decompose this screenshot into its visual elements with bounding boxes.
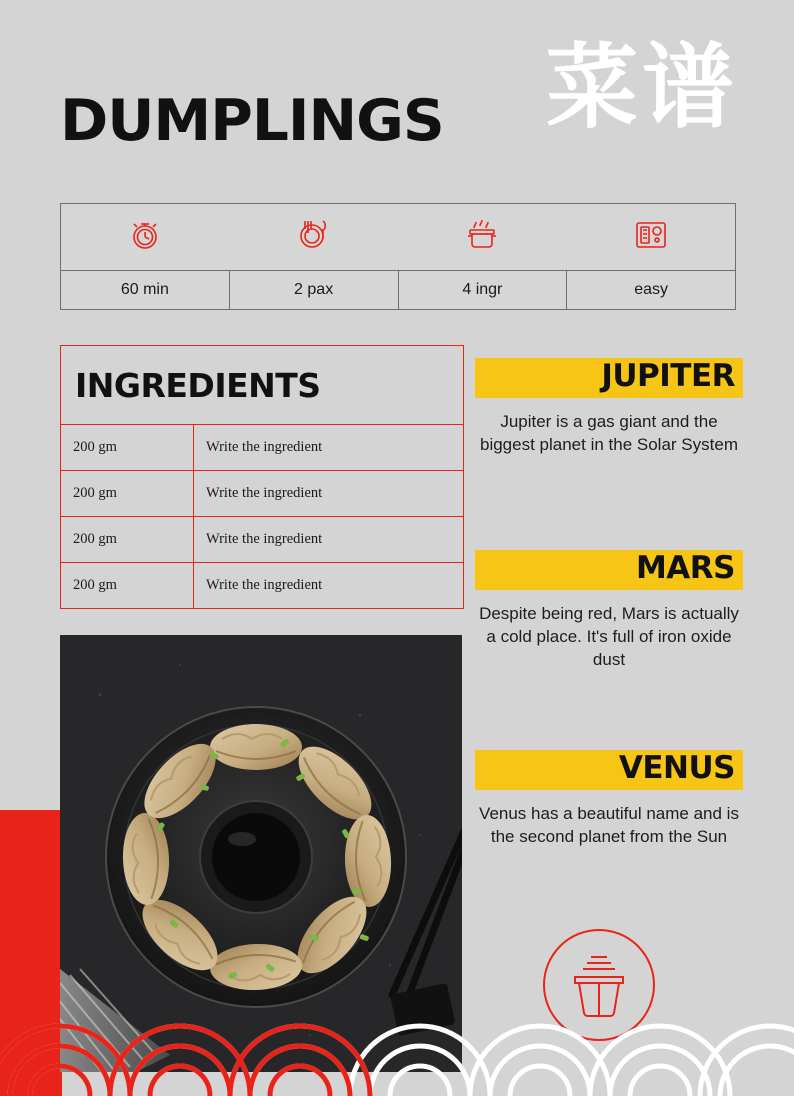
meta-icon-cell bbox=[567, 204, 736, 270]
chinese-title: 菜谱 bbox=[545, 34, 738, 141]
section-title-bar bbox=[475, 358, 743, 398]
section-title: VENUS bbox=[618, 749, 735, 786]
meta-label-time: 60 min bbox=[120, 281, 169, 298]
meta-icon-cell bbox=[230, 204, 399, 270]
meta-label-difficulty: easy bbox=[566, 271, 735, 309]
pot-icon bbox=[463, 216, 501, 259]
ingredient-name: Write the ingredient bbox=[206, 439, 323, 455]
section-body: Venus has a beautiful name and is the second planet from the Sun bbox=[479, 804, 739, 846]
meta-icons-row bbox=[61, 204, 735, 270]
ingredient-qty: 200 gm bbox=[61, 517, 194, 562]
meta-icon-cell bbox=[61, 204, 230, 270]
meta-icon-cell bbox=[398, 204, 567, 270]
recipe-photo bbox=[60, 635, 462, 1072]
ingredient-name: Write the ingredient bbox=[206, 577, 323, 593]
section-title: MARS bbox=[635, 549, 735, 586]
section-title-bar bbox=[475, 750, 743, 790]
section-body: Jupiter is a gas giant and the biggest planet in the Solar System bbox=[480, 412, 738, 454]
meta-label-servings: 2 pax bbox=[229, 271, 398, 309]
decorative-red-block bbox=[0, 810, 62, 1096]
recipe-meta-strip bbox=[60, 203, 736, 310]
table-row bbox=[61, 471, 463, 517]
meta-labels-row bbox=[61, 270, 735, 309]
ingredient-name: Write the ingredient bbox=[206, 531, 323, 547]
section-title: JUPITER bbox=[601, 357, 735, 394]
takeout-box-badge bbox=[539, 925, 659, 1045]
section-title-bar bbox=[475, 550, 743, 590]
page-title: DUMPLINGS bbox=[60, 88, 444, 154]
stove-icon bbox=[630, 216, 672, 259]
ingredient-qty: 200 gm bbox=[61, 563, 194, 608]
section-venus bbox=[475, 750, 743, 848]
ingredient-qty: 200 gm bbox=[61, 471, 194, 516]
section-jupiter bbox=[475, 358, 743, 456]
table-row bbox=[61, 563, 463, 608]
section-mars bbox=[475, 550, 743, 671]
ingredient-name: Write the ingredient bbox=[206, 485, 323, 501]
table-row bbox=[61, 517, 463, 563]
ingredient-qty: 200 gm bbox=[61, 425, 194, 470]
ingredients-panel bbox=[60, 345, 464, 609]
section-body: Despite being red, Mars is actually a cold place. It's full of iron oxide dust bbox=[479, 604, 739, 669]
ingredients-heading bbox=[61, 346, 463, 425]
plate-cutlery-icon bbox=[293, 216, 335, 259]
meta-label-ingredients: 4 ingr bbox=[398, 271, 567, 309]
table-row bbox=[61, 425, 463, 471]
timer-icon bbox=[126, 216, 164, 259]
ingredients-title: INGREDIENTS bbox=[75, 365, 321, 405]
